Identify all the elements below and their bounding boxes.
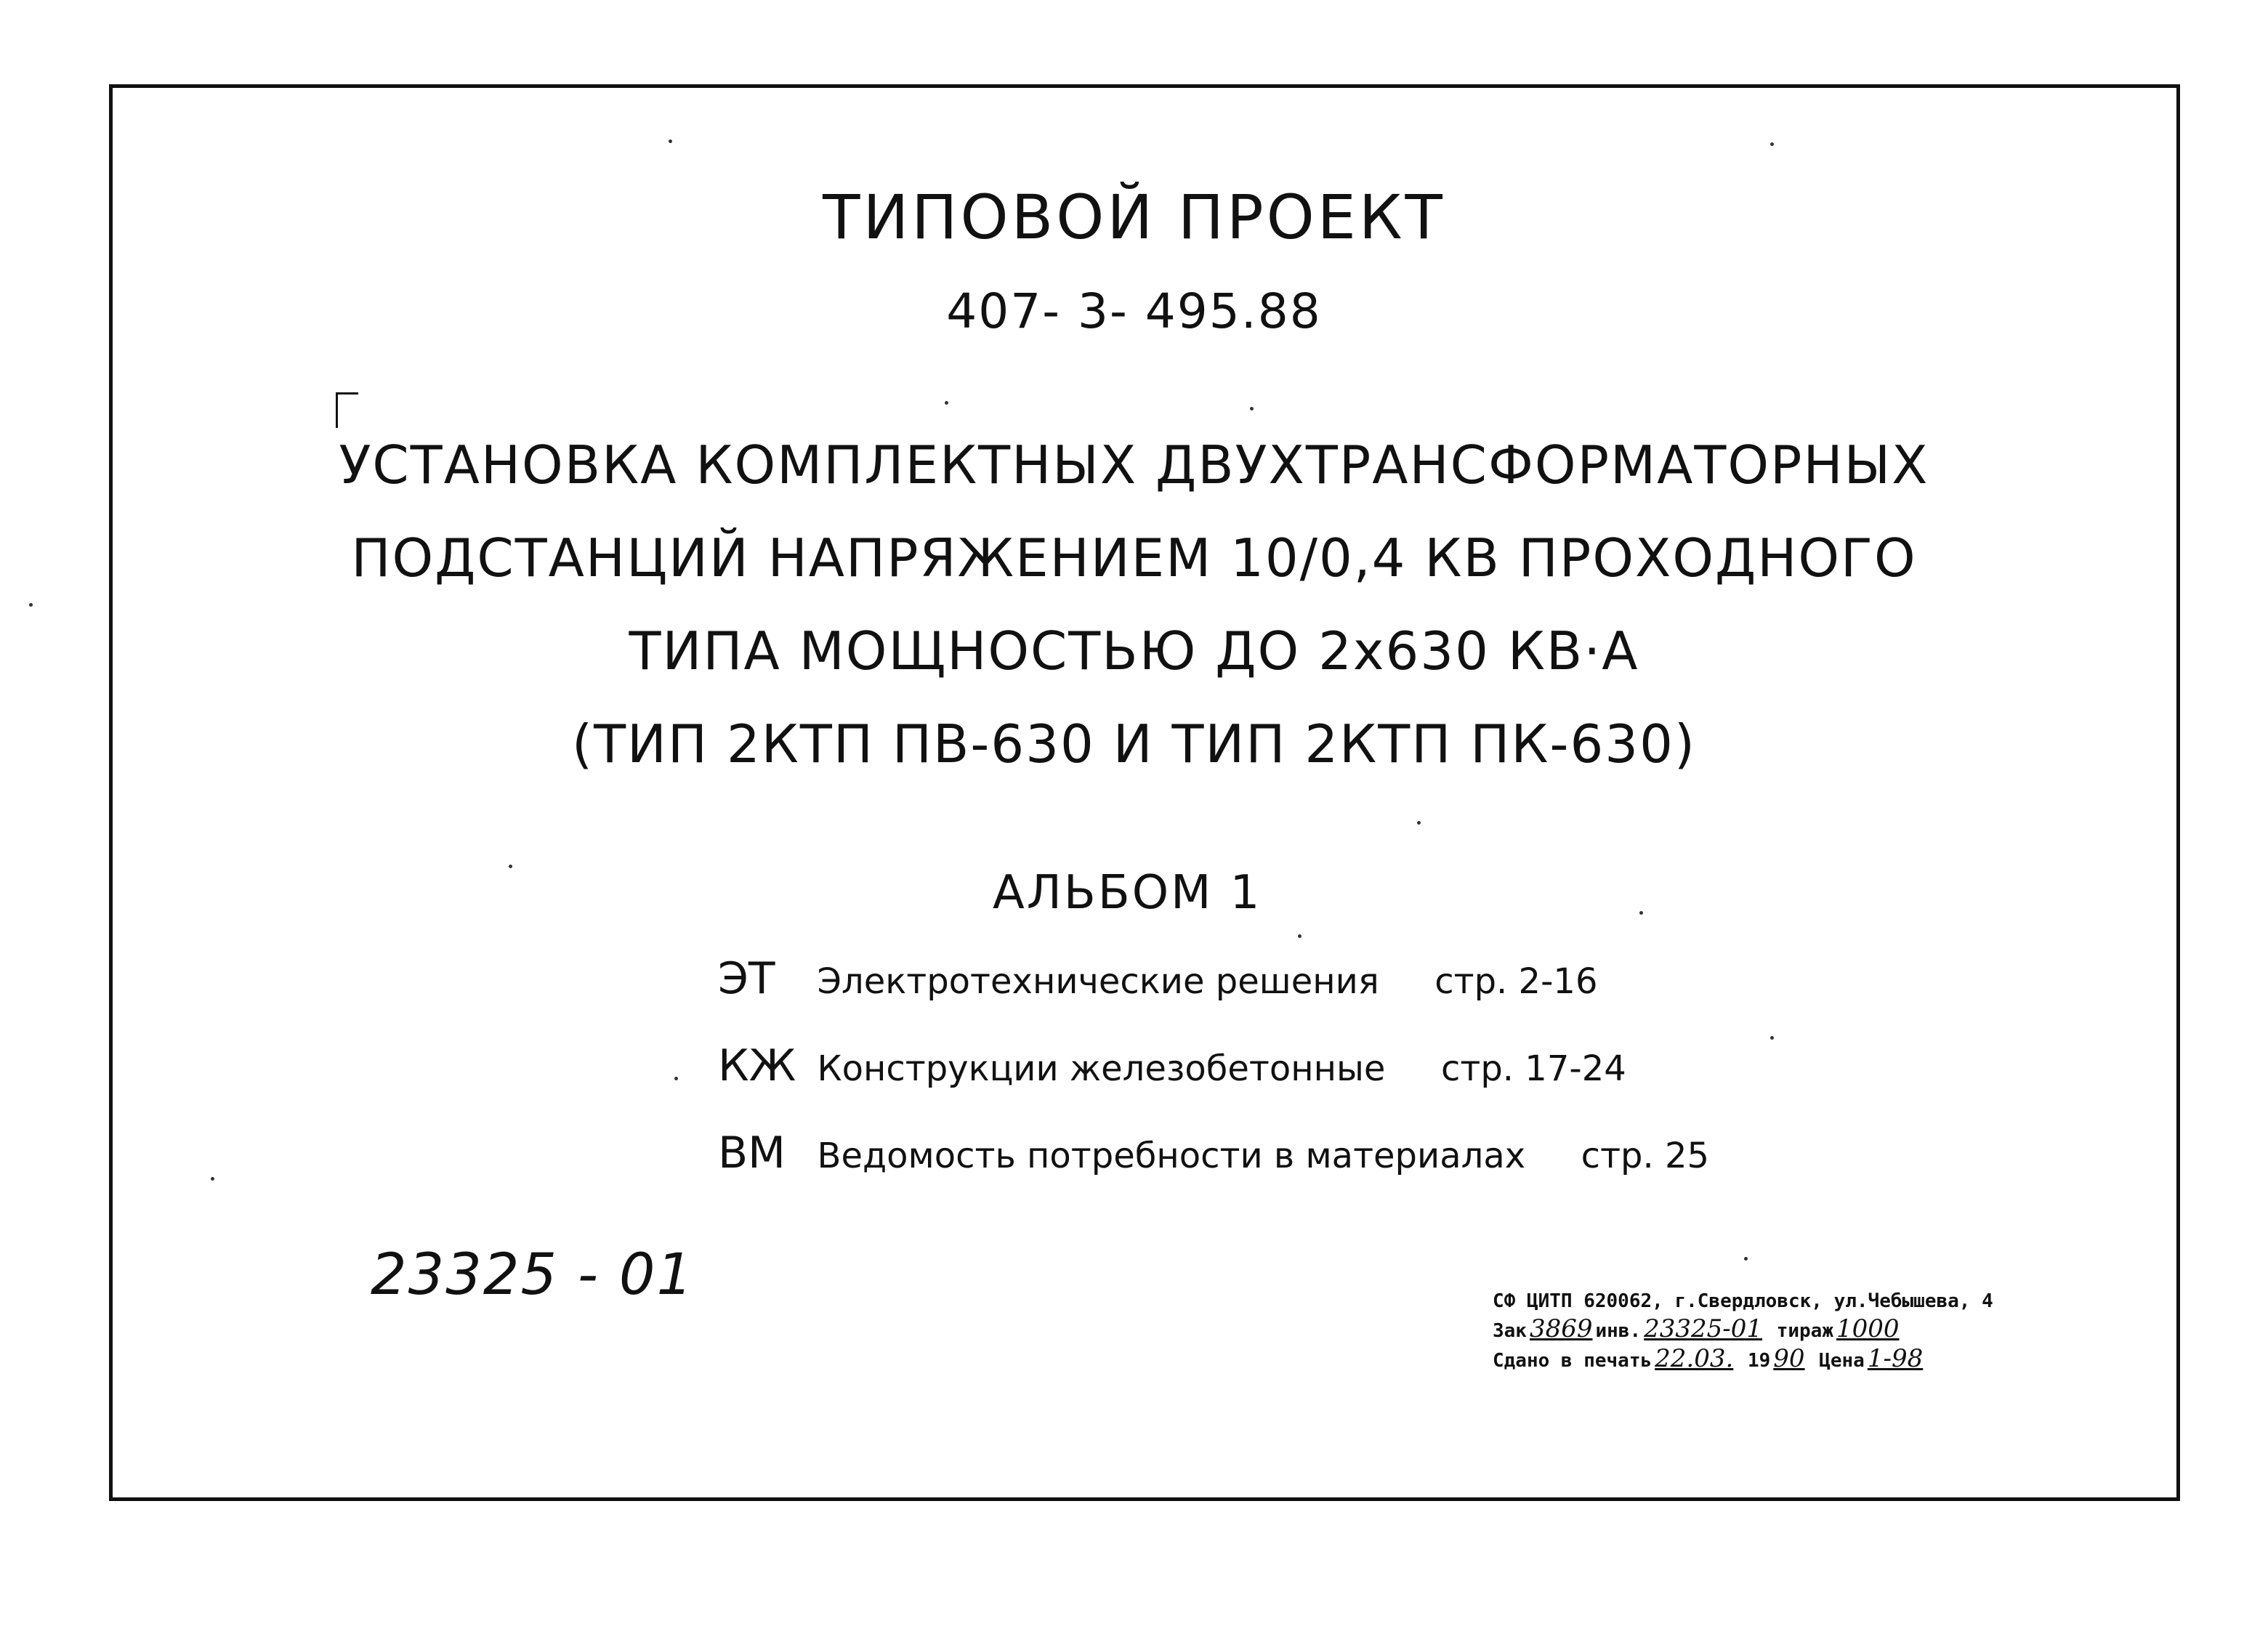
album-item-et: [718, 953, 1598, 1004]
speck: [1770, 1036, 1774, 1040]
stamp-order-row: Зак 3869 инв. 23325-01 тираж 1000: [1493, 1315, 1993, 1345]
project-title-line-1: УСТАНОВКА КОМПЛЕКТНЫХ ДВУХТРАНСФОРМАТОРНЫХ: [339, 434, 1929, 496]
document-title: ТИПОВОЙ ПРОЕКТ: [823, 182, 1445, 253]
album-item-pages: стр. 17-24: [1440, 1048, 1626, 1089]
price-value: 1-98: [1867, 1344, 1924, 1373]
project-title-line-2: ПОДСТАНЦИЙ НАПРЯЖЕНИЕМ 10/0,4 КВ ПРОХОДНОГО: [351, 527, 1917, 588]
inventory-value: 23325-01: [1644, 1314, 1763, 1343]
publisher-stamp: [1493, 1287, 1993, 1375]
speck: [1417, 821, 1421, 825]
project-number: 407- 3- 495.88: [946, 283, 1322, 339]
album-item-pages: стр. 2-16: [1434, 961, 1598, 1002]
speck: [1639, 911, 1643, 915]
speck: [1298, 934, 1302, 938]
corner-mark: [336, 392, 358, 428]
print-date: 22.03.: [1655, 1344, 1734, 1373]
inventory-number: 23325 - 01: [371, 1242, 695, 1308]
speck: [1250, 407, 1254, 410]
speck: [1744, 1257, 1748, 1261]
album-item-code: КЖ: [718, 1040, 796, 1091]
album-item-pages: стр. 25: [1581, 1136, 1710, 1176]
speck: [1770, 142, 1774, 146]
stamp-address: СФ ЦИТП 620062, г.Свердловск, ул.Чебышева, 4: [1493, 1290, 1993, 1312]
speck: [669, 139, 672, 143]
circulation-value: 1000: [1836, 1314, 1900, 1343]
album-item-kzh: [718, 1040, 1626, 1091]
project-title-line-3: ТИПА МОЩНОСТЬЮ ДО 2х630 КВ·А: [629, 620, 1639, 681]
album-title: АЛЬБОМ 1: [993, 866, 1262, 920]
album-item-name: Ведомость потребности в материалах: [817, 1136, 1526, 1176]
album-item-name: Электротехнические решения: [817, 961, 1379, 1002]
album-item-code: ВМ: [718, 1128, 786, 1178]
speck: [211, 1177, 214, 1181]
stamp-print-row: Сдано в печать 22.03. 19 90 Цена 1-98: [1493, 1345, 1993, 1375]
speck: [945, 401, 948, 405]
project-title-line-4: (ТИП 2КТП ПВ-630 И ТИП 2КТП ПК-630): [571, 713, 1697, 774]
album-item-name: Конструкции железобетонные: [817, 1048, 1386, 1089]
album-item-code: ЭТ: [718, 953, 775, 1004]
print-year: 90: [1773, 1344, 1805, 1373]
speck: [29, 603, 33, 607]
speck: [509, 865, 512, 868]
speck: [674, 1077, 678, 1080]
album-item-vm: [718, 1128, 1709, 1178]
order-number: 3869: [1529, 1314, 1593, 1343]
